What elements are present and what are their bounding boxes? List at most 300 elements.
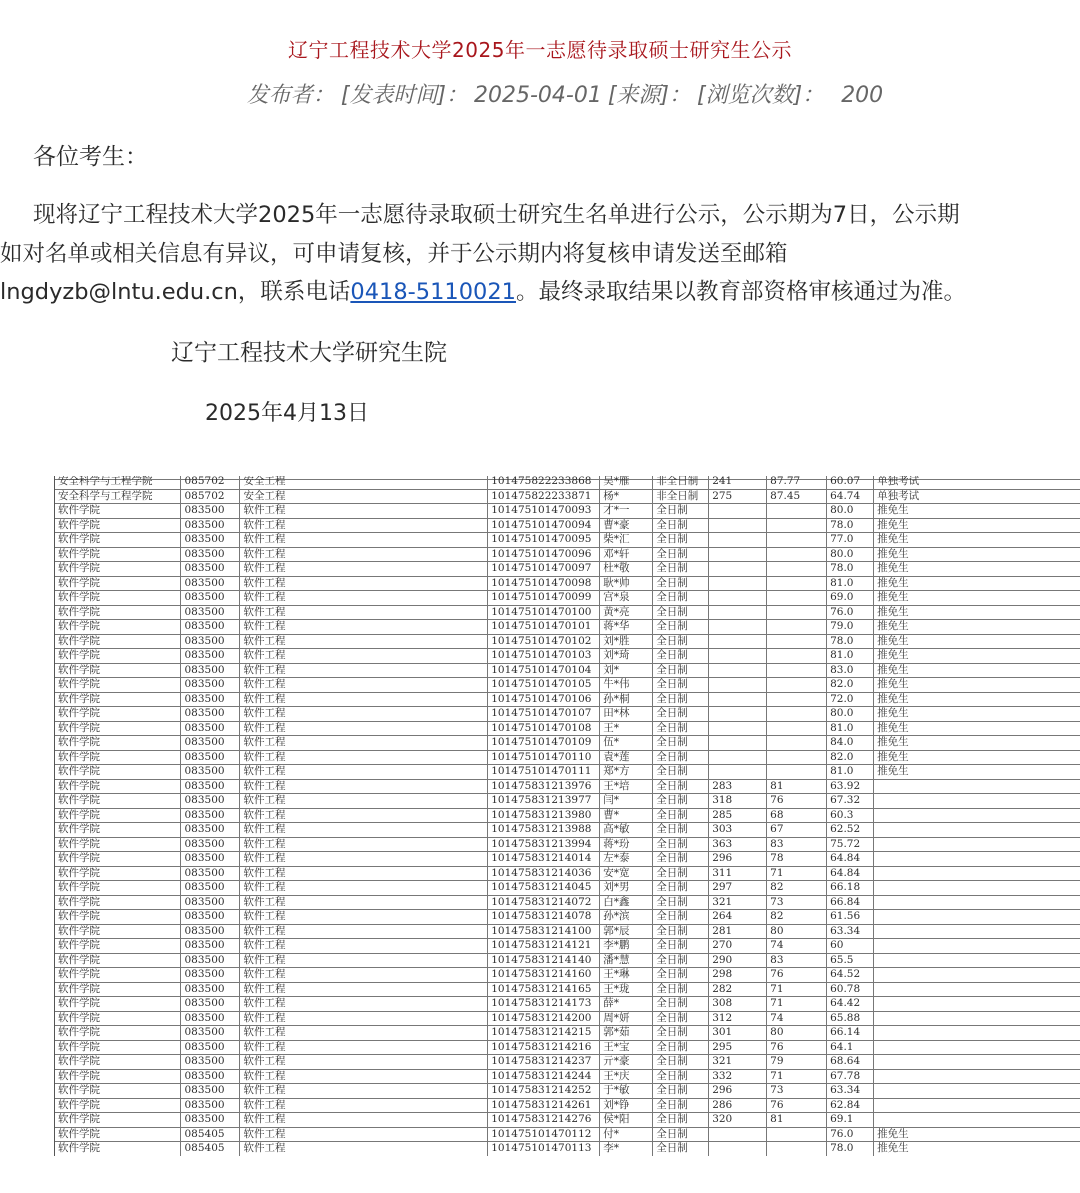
notice-line-3	[0, 273, 1080, 312]
cell-major-code: 083500	[181, 808, 240, 823]
cell-college: 软件学院	[55, 721, 181, 736]
cell-major-name: 软件工程	[240, 591, 488, 606]
cell-study-mode: 全日制	[653, 707, 709, 722]
cell-remark: 推免生	[874, 605, 1080, 620]
cell-major-code: 083500	[181, 982, 240, 997]
cell-candidate-id: 101475101470099	[488, 591, 600, 606]
cell-exam-score: 285	[709, 808, 767, 823]
cell-remark: 推免生	[874, 1142, 1080, 1156]
cell-study-mode: 全日制	[653, 547, 709, 562]
table-row	[55, 1011, 1080, 1026]
cell-exam-score: 321	[709, 1055, 767, 1070]
table-row	[55, 982, 1080, 997]
cell-exam-score	[709, 721, 767, 736]
table-row	[55, 968, 1080, 983]
table-row	[55, 721, 1080, 736]
cell-study-mode: 全日制	[653, 504, 709, 519]
cell-major-code: 083500	[181, 939, 240, 954]
cell-candidate-id: 101475101470108	[488, 721, 600, 736]
cell-college: 安全科学与工程学院	[55, 476, 181, 489]
cell-study-mode: 全日制	[653, 1127, 709, 1142]
cell-remark	[874, 1113, 1080, 1128]
cell-major-code: 083500	[181, 634, 240, 649]
cell-study-mode: 全日制	[653, 1011, 709, 1026]
cell-name: 才*一	[600, 504, 653, 519]
cell-major-code: 083500	[181, 1055, 240, 1070]
cell-college: 软件学院	[55, 895, 181, 910]
cell-major-code: 083500	[181, 794, 240, 809]
cell-total-score: 65.88	[827, 1011, 874, 1026]
cell-candidate-id: 101475831214200	[488, 1011, 600, 1026]
cell-retest-score: 76	[767, 794, 827, 809]
cell-major-code: 083500	[181, 504, 240, 519]
cell-exam-score	[709, 649, 767, 664]
cell-retest-score	[767, 707, 827, 722]
cell-remark: 推免生	[874, 634, 1080, 649]
cell-total-score: 82.0	[827, 750, 874, 765]
cell-study-mode: 全日制	[653, 765, 709, 780]
cell-remark: 推免生	[874, 518, 1080, 533]
cell-retest-score	[767, 518, 827, 533]
cell-total-score: 62.84	[827, 1098, 874, 1113]
cell-study-mode: 全日制	[653, 1142, 709, 1156]
cell-study-mode: 全日制	[653, 866, 709, 881]
table-row	[55, 707, 1080, 722]
cell-name: 宫*泉	[600, 591, 653, 606]
table-row	[55, 489, 1080, 504]
cell-name: 左*泰	[600, 852, 653, 867]
cell-exam-score	[709, 750, 767, 765]
cell-name: 王*	[600, 721, 653, 736]
cell-college: 软件学院	[55, 1069, 181, 1084]
cell-study-mode: 全日制	[653, 605, 709, 620]
cell-name: 刘*男	[600, 881, 653, 896]
cell-study-mode: 全日制	[653, 533, 709, 548]
cell-total-score: 63.92	[827, 779, 874, 794]
cell-name: 亓*豪	[600, 1055, 653, 1070]
cell-candidate-id: 101475831213994	[488, 837, 600, 852]
cell-name: 吴*雁	[600, 476, 653, 489]
cell-major-name: 软件工程	[240, 649, 488, 664]
cell-study-mode: 全日制	[653, 794, 709, 809]
cell-exam-score: 286	[709, 1098, 767, 1113]
cell-exam-score	[709, 591, 767, 606]
cell-candidate-id: 101475101470102	[488, 634, 600, 649]
cell-remark	[874, 997, 1080, 1012]
cell-exam-score	[709, 547, 767, 562]
cell-study-mode: 全日制	[653, 634, 709, 649]
cell-study-mode: 全日制	[653, 808, 709, 823]
cell-name: 蒋*华	[600, 620, 653, 635]
cell-total-score: 82.0	[827, 678, 874, 693]
cell-remark: 推免生	[874, 576, 1080, 591]
cell-candidate-id: 101475101470113	[488, 1142, 600, 1156]
table-row	[55, 736, 1080, 751]
cell-name: 薛*	[600, 997, 653, 1012]
cell-candidate-id: 101475101470100	[488, 605, 600, 620]
table-row	[55, 605, 1080, 620]
cell-name: 郭*辰	[600, 924, 653, 939]
cell-exam-score	[709, 533, 767, 548]
cell-total-score: 63.34	[827, 1084, 874, 1099]
cell-total-score: 65.5	[827, 953, 874, 968]
cell-exam-score: 308	[709, 997, 767, 1012]
admission-list-image	[54, 476, 1080, 1156]
cell-college: 软件学院	[55, 663, 181, 678]
table-row	[55, 504, 1080, 519]
cell-name: 王*庆	[600, 1069, 653, 1084]
cell-major-name: 软件工程	[240, 620, 488, 635]
cell-name: 耿*帅	[600, 576, 653, 591]
cell-exam-score	[709, 562, 767, 577]
cell-name: 王*琳	[600, 968, 653, 983]
signature: 辽宁工程技术大学研究生院	[171, 340, 447, 366]
cell-remark	[874, 1011, 1080, 1026]
meta-date: 2025-04-01	[473, 83, 602, 108]
cell-college: 软件学院	[55, 1026, 181, 1041]
cell-name: 周*妍	[600, 1011, 653, 1026]
cell-college: 软件学院	[55, 881, 181, 896]
cell-exam-score: 275	[709, 489, 767, 504]
cell-exam-score: 281	[709, 924, 767, 939]
cell-retest-score: 78	[767, 852, 827, 867]
cell-college: 软件学院	[55, 1098, 181, 1113]
cell-name: 刘*铮	[600, 1098, 653, 1113]
cell-candidate-id: 101475101470096	[488, 547, 600, 562]
notice-line-1: 现将辽宁工程技术大学2025年一志愿待录取硕士研究生名单进行公示，公示期为7日，公示期	[33, 202, 960, 228]
cell-study-mode: 全日制	[653, 1055, 709, 1070]
cell-exam-score: 283	[709, 779, 767, 794]
cell-retest-score: 80	[767, 1026, 827, 1041]
cell-major-code: 083500	[181, 953, 240, 968]
cell-retest-score: 73	[767, 895, 827, 910]
cell-retest-score: 73	[767, 1084, 827, 1099]
cell-retest-score: 74	[767, 939, 827, 954]
table-row	[55, 866, 1080, 881]
phone-link[interactable]: 0418-5110021	[350, 279, 516, 305]
cell-major-name: 软件工程	[240, 692, 488, 707]
cell-total-score: 77.0	[827, 533, 874, 548]
cell-remark	[874, 866, 1080, 881]
cell-major-name: 软件工程	[240, 794, 488, 809]
cell-college: 软件学院	[55, 504, 181, 519]
cell-major-name: 软件工程	[240, 779, 488, 794]
cell-college: 安全科学与工程学院	[55, 489, 181, 504]
cell-remark: 推免生	[874, 663, 1080, 678]
cell-major-name: 软件工程	[240, 852, 488, 867]
cell-study-mode: 全日制	[653, 1026, 709, 1041]
cell-total-score: 63.34	[827, 924, 874, 939]
cell-remark	[874, 808, 1080, 823]
cell-major-code: 083500	[181, 1084, 240, 1099]
table-row	[55, 476, 1080, 489]
cell-remark	[874, 794, 1080, 809]
cell-candidate-id: 101475101470101	[488, 620, 600, 635]
cell-college: 软件学院	[55, 692, 181, 707]
table-row	[55, 1127, 1080, 1142]
cell-major-code: 083500	[181, 663, 240, 678]
cell-exam-score: 290	[709, 953, 767, 968]
cell-major-name: 软件工程	[240, 707, 488, 722]
table-row	[55, 852, 1080, 867]
cell-major-name: 软件工程	[240, 533, 488, 548]
cell-total-score: 80.0	[827, 547, 874, 562]
cell-major-code: 083500	[181, 576, 240, 591]
cell-exam-score: 297	[709, 881, 767, 896]
cell-remark	[874, 982, 1080, 997]
cell-retest-score: 71	[767, 982, 827, 997]
cell-major-name: 安全工程	[240, 476, 488, 489]
table-row	[55, 808, 1080, 823]
cell-study-mode: 全日制	[653, 881, 709, 896]
cell-college: 软件学院	[55, 1055, 181, 1070]
cell-study-mode: 全日制	[653, 620, 709, 635]
notice-line-3-tail: 。最终录取结果以教育部资格审核通过为准。	[516, 279, 967, 305]
cell-total-score: 64.84	[827, 866, 874, 881]
cell-major-code: 083500	[181, 678, 240, 693]
cell-major-code: 085405	[181, 1127, 240, 1142]
cell-major-code: 085405	[181, 1142, 240, 1156]
cell-study-mode: 全日制	[653, 997, 709, 1012]
cell-major-name: 软件工程	[240, 605, 488, 620]
cell-candidate-id: 101475831214165	[488, 982, 600, 997]
cell-major-name: 软件工程	[240, 750, 488, 765]
cell-major-code: 083500	[181, 765, 240, 780]
cell-name: 杜*敬	[600, 562, 653, 577]
meta-publisher: 发布者：	[246, 83, 335, 108]
cell-retest-score	[767, 692, 827, 707]
cell-major-name: 软件工程	[240, 982, 488, 997]
cell-remark: 推免生	[874, 562, 1080, 577]
cell-study-mode: 非全日制	[653, 476, 709, 489]
cell-name: 潘*慧	[600, 953, 653, 968]
cell-college: 软件学院	[55, 924, 181, 939]
cell-total-score: 81.0	[827, 721, 874, 736]
cell-total-score: 72.0	[827, 692, 874, 707]
cell-study-mode: 全日制	[653, 562, 709, 577]
cell-exam-score	[709, 504, 767, 519]
cell-candidate-id: 101475101470109	[488, 736, 600, 751]
cell-total-score: 64.74	[827, 489, 874, 504]
cell-candidate-id: 101475101470098	[488, 576, 600, 591]
cell-major-code: 083500	[181, 649, 240, 664]
table-row	[55, 939, 1080, 954]
cell-college: 软件学院	[55, 910, 181, 925]
cell-college: 软件学院	[55, 1142, 181, 1156]
cell-candidate-id: 101475831214100	[488, 924, 600, 939]
cell-major-code: 085702	[181, 476, 240, 489]
cell-name: 李*鹏	[600, 939, 653, 954]
table-row	[55, 1040, 1080, 1055]
cell-study-mode: 全日制	[653, 591, 709, 606]
cell-major-code: 085702	[181, 489, 240, 504]
cell-exam-score: 320	[709, 1113, 767, 1128]
cell-remark	[874, 823, 1080, 838]
cell-name: 黄*亮	[600, 605, 653, 620]
cell-exam-score: 303	[709, 823, 767, 838]
cell-exam-score: 282	[709, 982, 767, 997]
cell-name: 田*林	[600, 707, 653, 722]
table-row	[55, 1113, 1080, 1128]
cell-major-name: 软件工程	[240, 547, 488, 562]
cell-remark	[874, 779, 1080, 794]
cell-college: 软件学院	[55, 852, 181, 867]
cell-retest-score: 83	[767, 953, 827, 968]
cell-exam-score	[709, 678, 767, 693]
cell-major-code: 083500	[181, 895, 240, 910]
cell-retest-score	[767, 562, 827, 577]
cell-name: 孙*滨	[600, 910, 653, 925]
cell-total-score: 78.0	[827, 518, 874, 533]
cell-college: 软件学院	[55, 1113, 181, 1128]
cell-total-score: 76.0	[827, 1127, 874, 1142]
cell-candidate-id: 101475101470097	[488, 562, 600, 577]
cell-total-score: 80.0	[827, 707, 874, 722]
cell-retest-score	[767, 649, 827, 664]
cell-remark: 单独考试	[874, 476, 1080, 489]
cell-candidate-id: 101475831214078	[488, 910, 600, 925]
table-row	[55, 1098, 1080, 1113]
cell-college: 软件学院	[55, 1040, 181, 1055]
meta-source-label: [来源]：	[607, 83, 692, 108]
cell-name: 王*培	[600, 779, 653, 794]
cell-exam-score	[709, 663, 767, 678]
table-row	[55, 576, 1080, 591]
cell-candidate-id: 101475831214173	[488, 997, 600, 1012]
cell-exam-score: 301	[709, 1026, 767, 1041]
cell-major-name: 软件工程	[240, 808, 488, 823]
cell-exam-score	[709, 1127, 767, 1142]
cell-college: 软件学院	[55, 765, 181, 780]
cell-college: 软件学院	[55, 678, 181, 693]
cell-major-name: 软件工程	[240, 504, 488, 519]
cell-total-score: 78.0	[827, 634, 874, 649]
cell-remark	[874, 837, 1080, 852]
cell-remark: 推免生	[874, 765, 1080, 780]
cell-name: 刘*琦	[600, 649, 653, 664]
cell-retest-score: 79	[767, 1055, 827, 1070]
cell-major-name: 软件工程	[240, 663, 488, 678]
cell-name: 李*	[600, 1142, 653, 1156]
cell-major-name: 软件工程	[240, 1142, 488, 1156]
cell-name: 曹*豪	[600, 518, 653, 533]
cell-candidate-id: 101475101470093	[488, 504, 600, 519]
cell-major-name: 软件工程	[240, 678, 488, 693]
table-row	[55, 953, 1080, 968]
cell-retest-score: 76	[767, 968, 827, 983]
cell-major-code: 083500	[181, 997, 240, 1012]
cell-exam-score: 295	[709, 1040, 767, 1055]
cell-retest-score	[767, 591, 827, 606]
cell-college: 软件学院	[55, 1011, 181, 1026]
table-row	[55, 547, 1080, 562]
table-row	[55, 910, 1080, 925]
cell-major-name: 软件工程	[240, 1084, 488, 1099]
cell-remark	[874, 881, 1080, 896]
cell-major-name: 软件工程	[240, 895, 488, 910]
cell-major-name: 软件工程	[240, 968, 488, 983]
publish-date: 2025年4月13日	[205, 401, 369, 426]
cell-major-code: 083500	[181, 924, 240, 939]
cell-retest-score: 76	[767, 1040, 827, 1055]
cell-major-name: 软件工程	[240, 765, 488, 780]
cell-college: 软件学院	[55, 518, 181, 533]
cell-candidate-id: 101475831214036	[488, 866, 600, 881]
cell-study-mode: 全日制	[653, 837, 709, 852]
notice-line-2: 如对名单或相关信息有异议，可申请复核，并于公示期内将复核申请发送至邮箱	[0, 240, 788, 267]
cell-remark: 推免生	[874, 547, 1080, 562]
cell-total-score: 69.1	[827, 1113, 874, 1128]
cell-retest-score	[767, 721, 827, 736]
cell-total-score: 75.72	[827, 837, 874, 852]
cell-major-code: 083500	[181, 837, 240, 852]
notice-paragraph	[0, 196, 1080, 312]
cell-candidate-id: 101475101470110	[488, 750, 600, 765]
cell-study-mode: 全日制	[653, 823, 709, 838]
cell-remark: 推免生	[874, 649, 1080, 664]
cell-retest-score: 71	[767, 997, 827, 1012]
cell-college: 软件学院	[55, 1127, 181, 1142]
cell-candidate-id: 101475831214252	[488, 1084, 600, 1099]
cell-total-score: 81.0	[827, 576, 874, 591]
cell-name: 蒋*玢	[600, 837, 653, 852]
cell-major-name: 安全工程	[240, 489, 488, 504]
cell-retest-score	[767, 1127, 827, 1142]
table-row	[55, 562, 1080, 577]
cell-study-mode: 全日制	[653, 953, 709, 968]
cell-major-name: 软件工程	[240, 1098, 488, 1113]
cell-remark: 推免生	[874, 620, 1080, 635]
cell-study-mode: 全日制	[653, 576, 709, 591]
cell-name: 于*敏	[600, 1084, 653, 1099]
cell-study-mode: 全日制	[653, 924, 709, 939]
cell-major-name: 软件工程	[240, 518, 488, 533]
cell-retest-score	[767, 663, 827, 678]
cell-candidate-id: 101475831214014	[488, 852, 600, 867]
cell-name: 曹*	[600, 808, 653, 823]
cell-name: 柴*汇	[600, 533, 653, 548]
table-row	[55, 837, 1080, 852]
cell-candidate-id: 101475101470107	[488, 707, 600, 722]
cell-remark	[874, 953, 1080, 968]
cell-retest-score: 81	[767, 1113, 827, 1128]
cell-college: 软件学院	[55, 997, 181, 1012]
cell-candidate-id: 101475831214215	[488, 1026, 600, 1041]
cell-total-score: 64.84	[827, 852, 874, 867]
cell-major-name: 软件工程	[240, 837, 488, 852]
cell-major-name: 软件工程	[240, 1127, 488, 1142]
cell-remark	[874, 895, 1080, 910]
cell-retest-score: 67	[767, 823, 827, 838]
cell-total-score: 60	[827, 939, 874, 954]
cell-major-name: 软件工程	[240, 910, 488, 925]
cell-major-name: 软件工程	[240, 939, 488, 954]
cell-retest-score: 71	[767, 866, 827, 881]
cell-major-code: 083500	[181, 547, 240, 562]
table-row	[55, 1055, 1080, 1070]
cell-retest-score	[767, 620, 827, 635]
cell-major-code: 083500	[181, 1113, 240, 1128]
cell-candidate-id: 101475831214216	[488, 1040, 600, 1055]
cell-total-score: 78.0	[827, 1142, 874, 1156]
cell-name: 袁*莲	[600, 750, 653, 765]
cell-college: 软件学院	[55, 736, 181, 751]
cell-remark: 推免生	[874, 721, 1080, 736]
cell-study-mode: 全日制	[653, 910, 709, 925]
table-row	[55, 924, 1080, 939]
cell-retest-score: 87.77	[767, 476, 827, 489]
cell-college: 软件学院	[55, 605, 181, 620]
